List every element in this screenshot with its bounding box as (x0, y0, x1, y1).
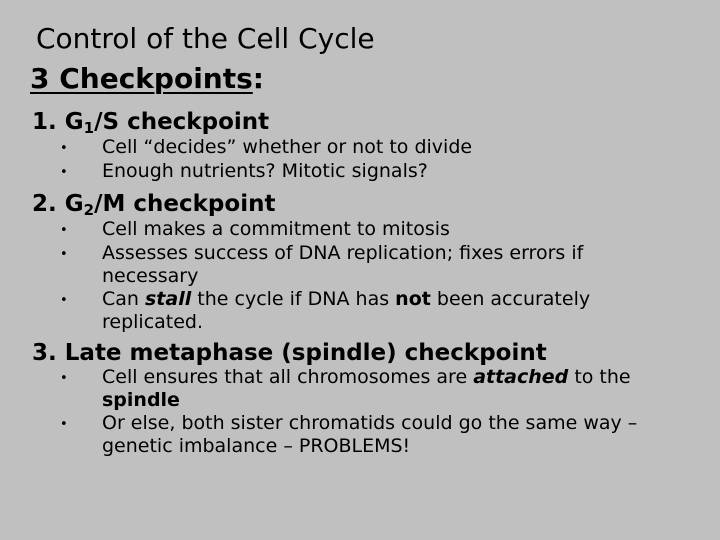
section-2-bullet-3 (102, 288, 682, 334)
section-2-bullet-1: Cell makes a commitment to mitosis (102, 218, 450, 240)
section-3-bullet-2: Or else, both sister chromatids could go the same way – genetic imbalance – PROBLEMS! (102, 412, 638, 457)
section-2-heading (32, 190, 275, 218)
emphasis-spindle: spindle (102, 389, 180, 411)
text-run: Can (102, 288, 145, 310)
subtitle-underlined-text: 3 Checkpoints (30, 62, 253, 95)
emphasis-not: not (395, 288, 431, 310)
text-run: the cycle if DNA has (191, 288, 396, 310)
section-1-bullet-2: Enough nutrients? Mitotic signals? (102, 160, 428, 182)
section-1-heading (32, 108, 269, 136)
emphasis-stall: stall (145, 288, 192, 310)
subtitle-colon: : (252, 62, 264, 95)
section-3-name: Late metaphase (spindle) checkpoint (64, 340, 547, 366)
section-1-name-prefix: G (64, 109, 84, 135)
text-run: been accurately replicated. (102, 288, 591, 333)
text-run: Cell ensures that all chromosomes are (102, 366, 474, 388)
section-3-number: 3. (32, 340, 57, 366)
section-2-subscript: 2 (83, 201, 95, 219)
section-1-bullet-1: Cell “decides” whether or not to divide (102, 136, 473, 158)
slide-subtitle (30, 62, 264, 96)
emphasis-attached: attached (473, 366, 569, 388)
section-1-number: 1. (32, 109, 57, 135)
section-2-name-prefix: G (64, 191, 84, 217)
section-3-bullet-1 (102, 366, 682, 412)
bullet-marker: • (60, 371, 68, 386)
section-3-heading (32, 339, 547, 367)
slide-title: Control of the Cell Cycle (36, 22, 375, 55)
bullet-marker: • (60, 247, 68, 262)
section-1-name-suffix: /S checkpoint (94, 109, 270, 135)
section-2-number: 2. (32, 191, 57, 217)
bullet-marker: • (60, 223, 68, 238)
bullet-marker: • (60, 165, 68, 180)
bullet-marker: • (60, 141, 68, 156)
section-2-name-suffix: /M checkpoint (94, 191, 276, 217)
text-run: to the (568, 366, 631, 388)
section-2-bullet-2: Assesses success of DNA replication; fixes errors if necessary (102, 242, 584, 287)
bullet-marker: • (60, 293, 68, 308)
bullet-marker: • (60, 417, 68, 432)
section-1-subscript: 1 (83, 119, 95, 137)
